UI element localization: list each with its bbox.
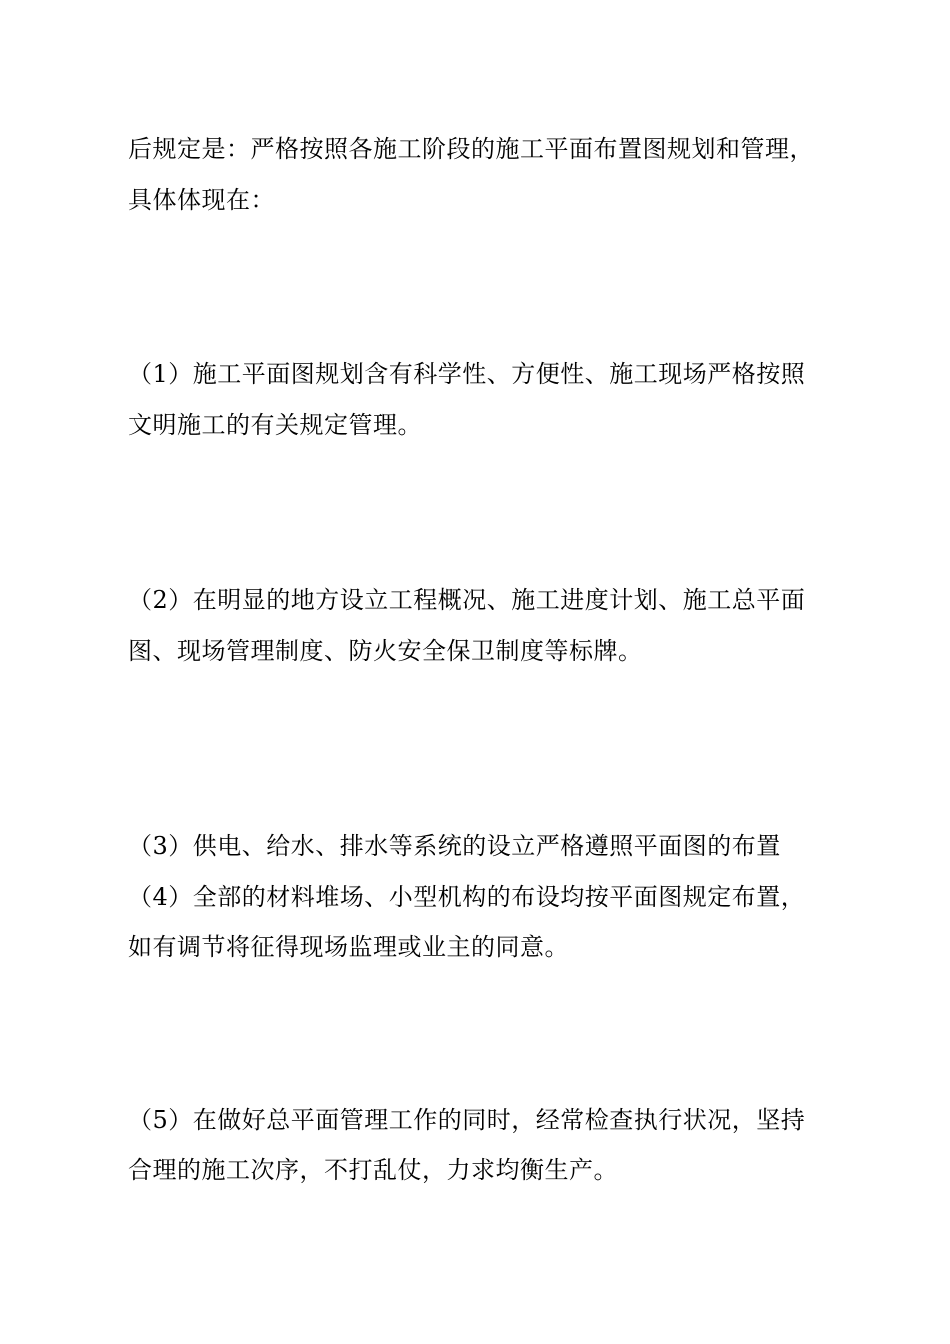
paragraph-2-line-1: （1）施工平面图规划含有科学性、方便性、施工现场严格按照 bbox=[128, 360, 806, 388]
paragraph-1-line-2: 具体体现在： bbox=[128, 186, 275, 214]
paragraph-1-line-1: 后规定是：严格按照各施工阶段的施工平面布置图规划和管理， bbox=[128, 135, 814, 163]
paragraph-4-line-1: （3）供电、给水、排水等系统的设立严格遵照平面图的布置 bbox=[128, 832, 781, 860]
paragraph-3-line-1: （2）在明显的地方设立工程概况、施工进度计划、施工总平面 bbox=[128, 586, 806, 614]
paragraph-5-line-2: 合理的施工次序，不打乱仗，力求均衡生产。 bbox=[128, 1156, 618, 1184]
paragraph-5-line-1: （5）在做好总平面管理工作的同时，经常检查执行状况，坚持 bbox=[128, 1106, 806, 1134]
paragraph-4-line-3: 如有调节将征得现场监理或业主的同意。 bbox=[128, 933, 569, 961]
paragraph-2-line-2: 文明施工的有关规定管理。 bbox=[128, 411, 422, 439]
paragraph-3-line-2: 图、现场管理制度、防火安全保卫制度等标牌。 bbox=[128, 637, 643, 665]
paragraph-4-line-2: （4）全部的材料堆场、小型机构的布设均按平面图规定布置， bbox=[128, 883, 806, 911]
